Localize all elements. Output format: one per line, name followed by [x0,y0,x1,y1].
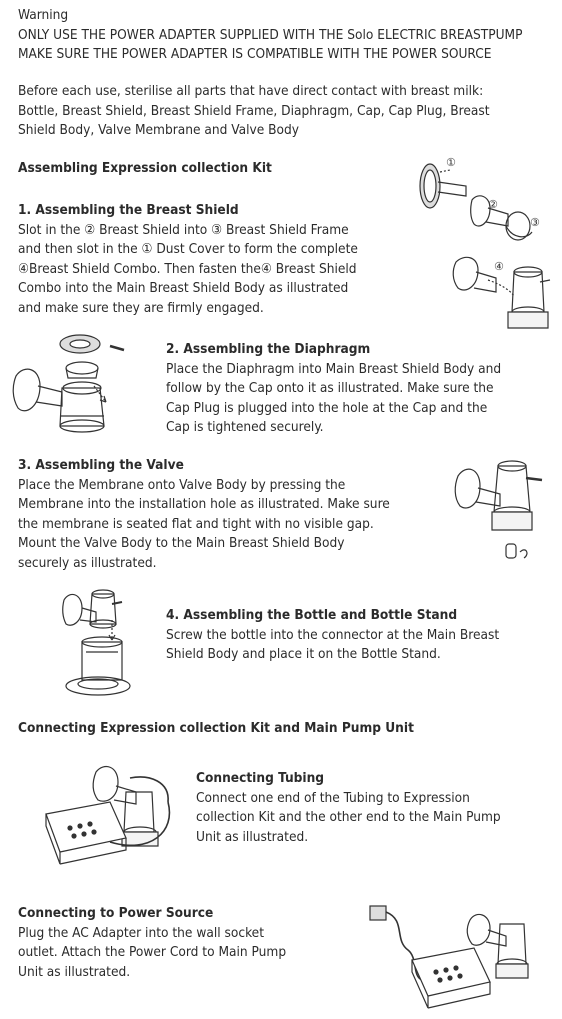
step2-line-1: Place the Diaphragm into Main Breast Shield Body and [166,360,502,377]
step1-line-4: Combo into the Main Breast Shield Body as illustrated [18,280,349,296]
tubing-block [196,769,544,847]
step4-block [166,606,546,665]
assembling-heading: Assembling Expression collection Kit [18,160,272,176]
power-line-1: Plug the AC Adapter into the wall socket [18,924,264,941]
power-line-3: Unit as illustrated. [18,963,131,980]
tubing-line-1: Connect one end of the Tubing to Expression [196,789,470,806]
step1-title: 1. Assembling the Breast Shield [18,202,239,218]
warning-line-2: MAKE SURE THE POWER ADAPTER IS COMPATIBLE WITH THE POWER SOURCE [18,46,492,62]
step3-line-4: Mount the Valve Body to the Main Breast Shield Body [18,535,345,551]
step1-line-5: and make sure they are firmly engaged. [18,299,264,316]
step1-line-3: ④Breast Shield Combo. Then fasten the④ Breast Shield [18,260,357,277]
callout-3: ③ [530,216,540,229]
step2-block [166,340,545,438]
step1-block [18,201,403,318]
sterilise-line-1: Before each use, sterilise all parts that have direct contact with breast milk: [18,83,484,99]
step2-line-4: Cap is tightened securely. [166,419,324,435]
callout-4: ④ [494,260,504,273]
sterilise-line-2: Bottle, Breast Shield, Breast Shield Frame, Diaphragm, Cap, Cap Plug, Breast [18,102,490,119]
sterilise-paragraph [18,82,548,141]
step1-line-1: Slot in the ② Breast Shield into ③ Breast Shield Frame [18,221,349,238]
step1-line-2: and then slot in the ① Dust Cover to form the complete [18,241,358,257]
tubing-line-3: Unit as illustrated. [196,828,309,845]
step4-line-1: Screw the bottle into the connector at the Main Breast [166,626,500,643]
warning-line-1: ONLY USE THE POWER ADAPTER SUPPLIED WITH THE Solo ELECTRIC BREASTPUMP [18,26,523,43]
step2-title: 2. Assembling the Diaphragm [166,341,371,357]
tubing-title: Connecting Tubing [196,770,325,786]
step4-title: 4. Assembling the Bottle and Bottle Stand [166,607,458,623]
step2-line-2: follow by the Cap onto it as illustrated. Make sure the [166,380,494,396]
diaphragm-illustration [10,330,145,440]
step3-block [18,456,438,573]
step3-line-3: the membrane is seated flat and tight with no visible gap. [18,515,374,532]
tubing-illustration [40,762,190,867]
warning-block [18,6,548,65]
callout-2: ② [488,198,498,211]
power-title: Connecting to Power Source [18,905,214,921]
step3-line-1: Place the Membrane onto Valve Body by pressing the [18,476,346,493]
sterilise-line-3: Shield Body, Valve Membrane and Valve Body [18,122,300,138]
tubing-line-2: collection Kit and the other end to the Main Pump [196,809,501,825]
power-line-2: outlet. Attach the Power Cord to Main Pump [18,944,287,960]
step2-line-3: Cap Plug is plugged into the hole at the Cap and the [166,399,488,416]
step3-title: 3. Assembling the Valve [18,457,184,473]
power-source-illustration [366,900,546,1012]
step3-line-5: securely as illustrated. [18,554,157,571]
connecting-heading: Connecting Expression collection Kit and Main Pump Unit [18,720,414,736]
warning-title: Warning [18,7,69,23]
valve-illustration [450,458,550,568]
bottle-stand-illustration [60,580,145,700]
step3-line-2: Membrane into the installation hole as illustrated. Make sure [18,496,390,512]
step4-line-2: Shield Body and place it on the Bottle Stand. [166,646,441,662]
power-block [18,904,333,982]
callout-1: ① [446,156,456,169]
breast-shield-assembly-illustration [414,152,554,337]
